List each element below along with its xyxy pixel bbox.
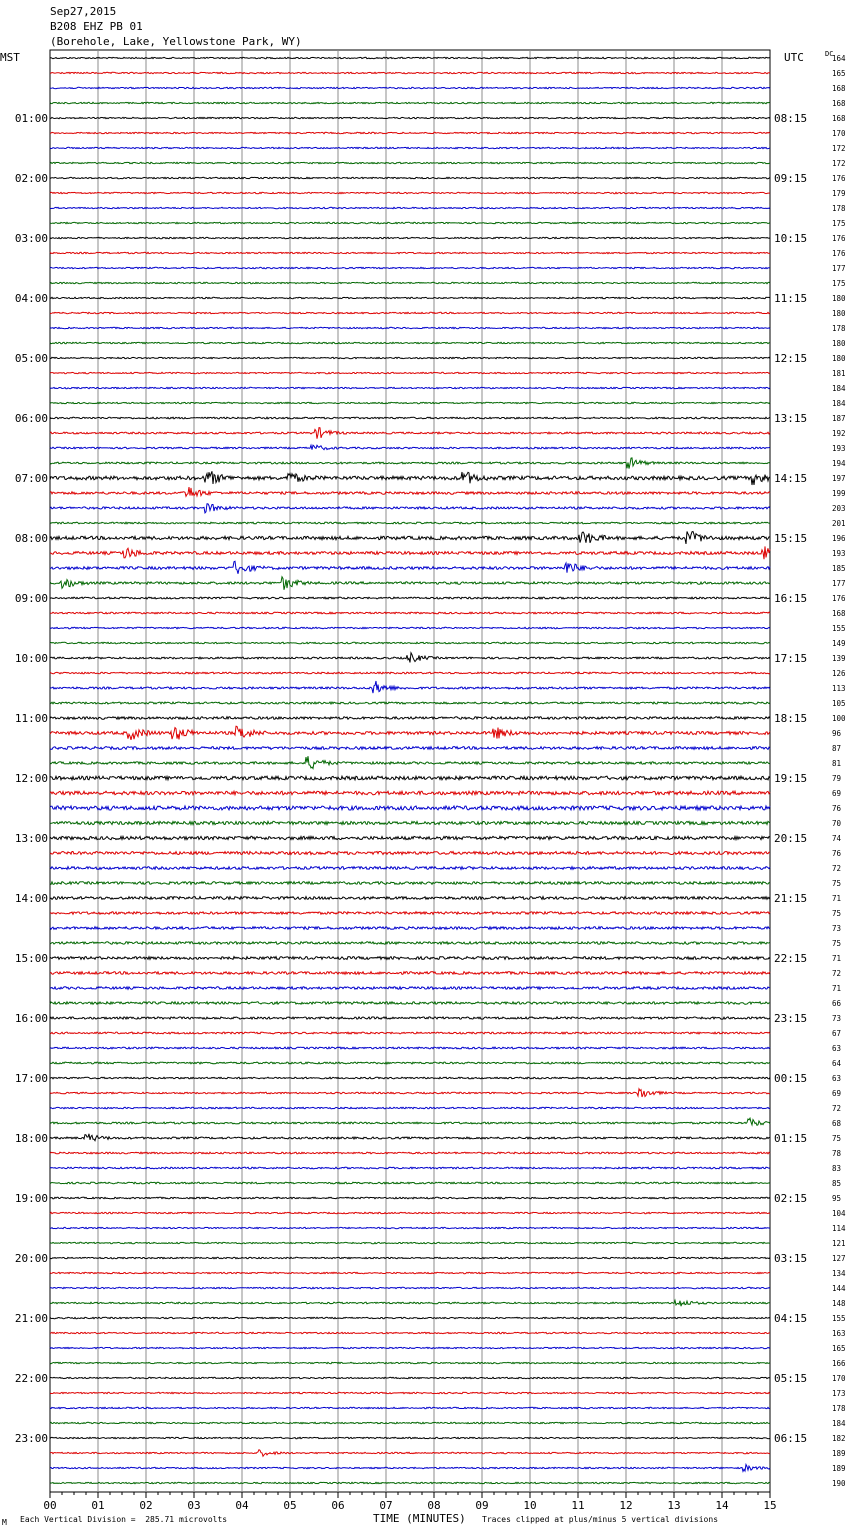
dc-offset-label: 181 [832,369,846,378]
dc-offset-label: 121 [832,1239,846,1248]
dc-offset-label: 168 [832,99,846,108]
trace-line [50,267,770,268]
dc-offset-label: 187 [832,414,846,423]
dc-offset-label: 176 [832,174,846,183]
x-tick-label: 09 [475,1499,489,1512]
utc-hour-label: 19:15 [774,772,808,785]
utc-hour-label: 17:15 [774,652,808,665]
dc-offset-label: 189 [832,1449,846,1458]
trace-line [50,1465,770,1472]
dc-offset-label: 193 [832,549,846,558]
trace-line [50,1227,770,1228]
dc-offset-label: 69 [832,1089,842,1098]
x-tick-label: 06 [331,1499,345,1512]
trace-line [50,1197,770,1199]
mst-hour-label: 10:00 [14,652,48,665]
trace-line [50,1272,770,1273]
trace-line [50,1317,770,1318]
dc-offset-label: 197 [832,474,846,483]
utc-hour-label: 09:15 [774,172,808,185]
trace-line [50,1377,770,1378]
trace-line [50,726,770,740]
dc-offset-label: 172 [832,159,846,168]
dc-offset-label: 73 [832,1014,842,1023]
dc-offset-label: 168 [832,84,846,93]
trace-line [50,57,770,58]
x-tick-label: 14 [715,1499,729,1512]
mst-hour-label: 16:00 [14,1012,48,1025]
trace-line [50,132,770,133]
dc-offset-label: 71 [832,984,842,993]
dc-offset-label: 66 [832,999,842,1008]
dc-offset-label: 83 [832,1164,842,1173]
dc-offset-label: 184 [832,1419,846,1428]
trace-line [50,942,770,945]
trace-line [50,1167,770,1169]
mst-hour-label: 15:00 [14,952,48,965]
dc-offset-label: 72 [832,969,842,978]
trace-line [50,681,770,693]
trace-line [50,612,770,614]
trace-line [50,627,770,629]
trace-line [50,561,770,574]
dc-offset-label: 176 [832,249,846,258]
trace-line [50,546,770,559]
trace-line [50,776,770,780]
trace-line [50,297,770,298]
x-tick-label: 00 [43,1499,57,1512]
plot-frame [50,50,770,1492]
dc-offset-label: 78 [832,1149,842,1158]
trace-line [50,87,770,88]
dc-offset-label: 193 [832,444,846,453]
trace-line [50,791,770,795]
dc-offset-label: 168 [832,609,846,618]
trace-line [50,1107,770,1109]
utc-hour-label: 12:15 [774,352,808,365]
dc-offset-label: 170 [832,129,846,138]
dc-header-label: DC [825,50,834,58]
dc-offset-label: 177 [832,264,846,273]
utc-axis-label: UTC [784,51,804,64]
trace-line [50,702,770,704]
utc-hour-label: 21:15 [774,892,808,905]
trace-line [50,852,770,855]
trace-line [50,237,770,238]
x-tick-label: 08 [427,1499,441,1512]
utc-hour-label: 01:15 [774,1132,808,1145]
x-tick-label: 12 [619,1499,633,1512]
dc-offset-label: 75 [832,939,842,948]
trace-line [50,532,770,544]
dc-offset-label: 168 [832,114,846,123]
utc-hour-label: 18:15 [774,712,808,725]
utc-hour-label: 11:15 [774,292,808,305]
x-axis-title: TIME (MINUTES) [373,1512,466,1525]
trace-line [50,372,770,373]
mst-hour-label: 05:00 [14,352,48,365]
dc-offset-label: 100 [832,714,846,723]
dc-offset-label: 144 [832,1284,846,1293]
trace-line [50,458,770,469]
utc-hour-label: 22:15 [774,952,808,965]
dc-offset-label: 75 [832,1134,842,1143]
dc-offset-label: 190 [832,1479,846,1488]
trace-line [50,102,770,103]
trace-line [50,1089,770,1097]
dc-offset-label: 76 [832,804,842,813]
trace-line [50,1332,770,1333]
mst-axis-label: MST [0,51,20,64]
dc-offset-label: 87 [832,744,842,753]
dc-offset-label: 194 [832,459,846,468]
dc-offset-label: 184 [832,399,846,408]
trace-line [50,717,770,720]
trace-line [50,1182,770,1184]
dc-offset-label: 71 [832,894,842,903]
mst-hour-label: 22:00 [14,1372,48,1385]
trace-line [50,897,770,900]
utc-hour-label: 03:15 [774,1252,808,1265]
mst-hour-label: 07:00 [14,472,48,485]
dc-offset-label: 96 [832,729,842,738]
dc-offset-label: 170 [832,1374,846,1383]
trace-line [50,387,770,388]
dc-offset-label: 178 [832,324,846,333]
mst-hour-label: 09:00 [14,592,48,605]
x-tick-label: 05 [283,1499,297,1512]
dc-offset-label: 165 [832,1344,846,1353]
trace-line [50,1300,770,1306]
dc-offset-label: 173 [832,1389,846,1398]
x-tick-label: 07 [379,1499,393,1512]
dc-offset-label: 196 [832,534,846,543]
trace-line [50,882,770,885]
dc-offset-label: 81 [832,759,842,768]
dc-offset-label: 64 [832,1059,842,1068]
mst-hour-label: 04:00 [14,292,48,305]
trace-line [50,1257,770,1258]
mst-hour-label: 11:00 [14,712,48,725]
trace-line [50,402,770,403]
trace-line [50,1437,770,1438]
dc-offset-label: 68 [832,1119,842,1128]
dc-offset-label: 180 [832,309,846,318]
dc-offset-label: 75 [832,909,842,918]
dc-offset-label: 203 [832,504,846,513]
dc-offset-label: 155 [832,624,846,633]
trace-line [50,222,770,223]
dc-offset-label: 71 [832,954,842,963]
mst-hour-label: 14:00 [14,892,48,905]
trace-line [50,282,770,283]
dc-offset-label: 180 [832,339,846,348]
utc-hour-label: 15:15 [774,532,808,545]
dc-offset-label: 176 [832,594,846,603]
x-tick-label: 04 [235,1499,249,1512]
utc-hour-label: 23:15 [774,1012,808,1025]
dc-offset-label: 63 [832,1044,842,1053]
dc-offset-label: 149 [832,639,846,648]
trace-line [50,1017,770,1019]
trace-line [50,1062,770,1064]
utc-hour-label: 04:15 [774,1312,808,1325]
mst-hour-label: 13:00 [14,832,48,845]
trace-line [50,162,770,163]
utc-hour-label: 20:15 [774,832,808,845]
dc-offset-label: 179 [832,189,846,198]
trace-line [50,72,770,73]
trace-line [50,117,770,118]
trace-line [50,1002,770,1005]
trace-line [50,1134,770,1141]
dc-offset-label: 73 [832,924,842,933]
dc-offset-label: 105 [832,699,846,708]
trace-line [50,417,770,419]
mst-hour-label: 01:00 [14,112,48,125]
dc-offset-label: 192 [832,429,846,438]
trace-line [50,342,770,343]
station-code: B208 EHZ PB 01 [50,20,143,33]
dc-offset-label: 72 [832,1104,842,1113]
trace-line [50,1450,770,1457]
dc-offset-label: 175 [832,279,846,288]
trace-line [50,327,770,328]
mst-hour-label: 06:00 [14,412,48,425]
dc-offset-label: 163 [832,1329,846,1338]
dc-offset-label: 139 [832,654,846,663]
trace-line [50,1392,770,1393]
trace-line [50,522,770,524]
x-tick-label: 13 [667,1499,681,1512]
mst-hour-label: 21:00 [14,1312,48,1325]
dc-offset-label: 172 [832,144,846,153]
dc-offset-label: 114 [832,1224,846,1233]
trace-line [50,1422,770,1423]
mst-hour-label: 12:00 [14,772,48,785]
trace-line [50,1212,770,1213]
utc-hour-label: 02:15 [774,1192,808,1205]
mst-hour-label: 08:00 [14,532,48,545]
mst-hour-label: 02:00 [14,172,48,185]
trace-line [50,756,770,768]
trace-line [50,471,770,485]
dc-offset-label: 178 [832,1404,846,1413]
trace-line [50,927,770,930]
dc-offset-label: 67 [832,1029,842,1038]
x-tick-label: 02 [139,1499,153,1512]
mst-hour-label: 18:00 [14,1132,48,1145]
dc-offset-label: 180 [832,354,846,363]
utc-hour-label: 08:15 [774,112,808,125]
trace-line [50,672,770,674]
trace-line [50,357,770,358]
dc-offset-label: 182 [832,1434,846,1443]
trace-line [50,972,770,975]
mst-hour-label: 20:00 [14,1252,48,1265]
trace-line [50,867,770,870]
trace-line [50,445,770,450]
x-tick-label: 11 [571,1499,585,1512]
dc-offset-label: 184 [832,384,846,393]
trace-line [50,1077,770,1079]
trace-line [50,642,770,644]
dc-offset-label: 70 [832,819,842,828]
dc-offset-label: 148 [832,1299,846,1308]
trace-line [50,912,770,915]
trace-line [50,1047,770,1049]
dc-offset-label: 177 [832,579,846,588]
utc-hour-label: 14:15 [774,472,808,485]
trace-line [50,577,770,590]
mst-hour-label: 03:00 [14,232,48,245]
trace-line [50,147,770,148]
trace-line [50,252,770,253]
dc-offset-label: 113 [832,684,846,693]
trace-line [50,821,770,824]
dc-offset-label: 63 [832,1074,842,1083]
clip-note: Traces clipped at plus/minus 5 vertical divisions [482,1515,719,1524]
dc-offset-label: 85 [832,1179,842,1188]
vertical-scale-note: Each Vertical Division = 285.71 microvolts [20,1515,228,1524]
trace-line [50,1118,770,1125]
mst-hour-label: 19:00 [14,1192,48,1205]
mst-hour-label: 17:00 [14,1072,48,1085]
x-tick-label: 01 [91,1499,105,1512]
dc-offset-label: 74 [832,834,842,843]
dc-offset-label: 189 [832,1464,846,1473]
trace-line [50,504,770,513]
utc-hour-label: 06:15 [774,1432,808,1445]
dc-offset-label: 127 [832,1254,846,1263]
trace-line [50,1482,770,1483]
utc-hour-label: 00:15 [774,1072,808,1085]
trace-line [50,1242,770,1243]
dc-offset-label: 175 [832,219,846,228]
utc-hour-label: 10:15 [774,232,808,245]
plot-date: Sep27,2015 [50,5,117,18]
dc-offset-label: 185 [832,564,846,573]
dc-offset-label: 76 [832,849,842,858]
trace-line [50,428,770,439]
x-tick-label: 03 [187,1499,201,1512]
dc-offset-label: 166 [832,1359,846,1368]
utc-hour-label: 16:15 [774,592,808,605]
x-tick-label: 15 [763,1499,777,1512]
dc-offset-label: 176 [832,234,846,243]
corner-mark: M [2,1518,7,1527]
trace-line [50,987,770,990]
dc-offset-label: 165 [832,69,846,78]
dc-offset-label: 164 [832,54,846,63]
dc-offset-label: 72 [832,864,842,873]
trace-line [50,957,770,960]
trace-line [50,177,770,178]
dc-offset-label: 126 [832,669,846,678]
trace-line [50,1407,770,1408]
dc-offset-label: 134 [832,1269,846,1278]
trace-line [50,1152,770,1154]
trace-line [50,806,770,810]
dc-offset-label: 104 [832,1209,846,1218]
mst-hour-label: 23:00 [14,1432,48,1445]
dc-offset-label: 79 [832,774,842,783]
dc-offset-label: 95 [832,1194,842,1203]
trace-line [50,747,770,750]
trace-line [50,597,770,599]
trace-line [50,1362,770,1363]
trace-line [50,1287,770,1288]
trace-line [50,1032,770,1034]
trace-line [50,836,770,839]
trace-line [50,487,770,496]
trace-line [50,653,770,663]
utc-hour-label: 05:15 [774,1372,808,1385]
dc-offset-label: 69 [832,789,842,798]
x-tick-label: 10 [523,1499,537,1512]
utc-hour-label: 13:15 [774,412,808,425]
dc-offset-label: 155 [832,1314,846,1323]
trace-line [50,207,770,208]
trace-line [50,1347,770,1348]
trace-line [50,312,770,313]
dc-offset-label: 180 [832,294,846,303]
dc-offset-label: 75 [832,879,842,888]
dc-offset-label: 199 [832,489,846,498]
dc-offset-label: 201 [832,519,846,528]
dc-offset-label: 178 [832,204,846,213]
station-location: (Borehole, Lake, Yellowstone Park, WY) [50,35,302,48]
trace-line [50,192,770,193]
